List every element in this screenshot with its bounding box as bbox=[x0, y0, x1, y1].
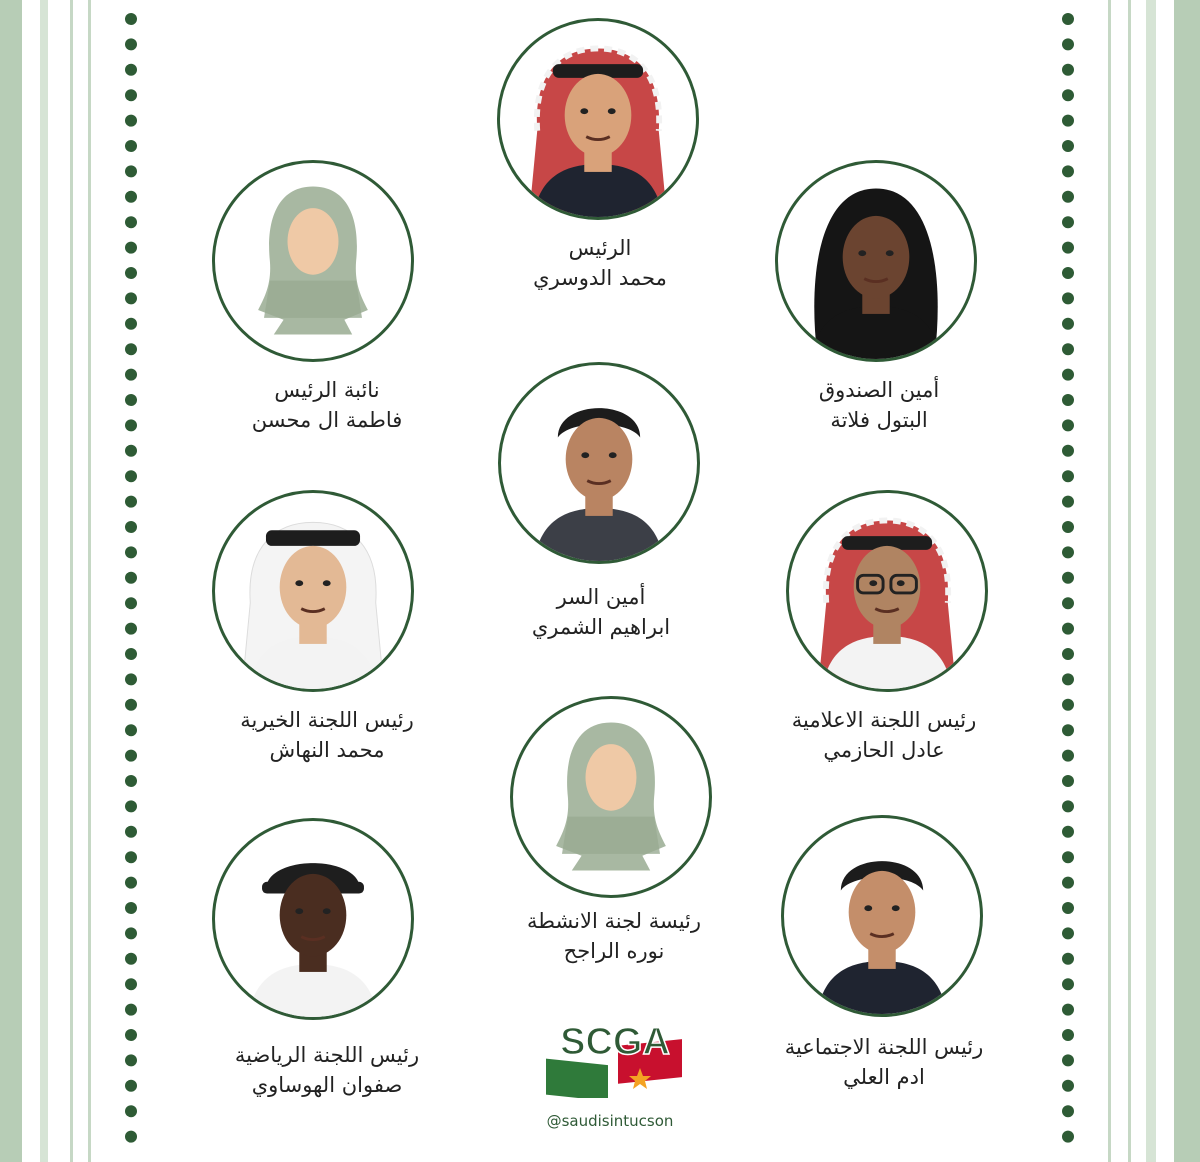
media-committee-photo bbox=[786, 490, 988, 692]
decorative-dot bbox=[1062, 13, 1074, 25]
decorative-dot bbox=[1062, 115, 1074, 127]
decorative-dot bbox=[1062, 318, 1074, 330]
decorative-dot bbox=[125, 521, 137, 533]
decorative-dot bbox=[125, 826, 137, 838]
decorative-dot bbox=[125, 89, 137, 101]
decorative-dot bbox=[125, 953, 137, 965]
decorative-dot bbox=[125, 648, 137, 660]
decorative-dot bbox=[1062, 623, 1074, 635]
decorative-dot bbox=[125, 470, 137, 482]
decorative-dot bbox=[1062, 597, 1074, 609]
decorative-dot bbox=[125, 419, 137, 431]
member-card-secretary bbox=[498, 362, 718, 692]
decorative-dot bbox=[1062, 369, 1074, 381]
decorative-dot bbox=[1062, 496, 1074, 508]
decorative-dot bbox=[1062, 673, 1074, 685]
member-name: نوره الراجح bbox=[563, 939, 665, 963]
decorative-dot bbox=[125, 546, 137, 558]
decorative-dot bbox=[1062, 877, 1074, 889]
decorative-dot bbox=[1062, 216, 1074, 228]
treasurer-photo bbox=[775, 160, 977, 362]
decorative-dot bbox=[125, 13, 137, 25]
decorative-dot bbox=[125, 216, 137, 228]
decorative-dot bbox=[125, 64, 137, 76]
decorative-dot bbox=[125, 775, 137, 787]
decorative-dot bbox=[125, 902, 137, 914]
member-name: محمد الدوسري bbox=[533, 266, 667, 290]
man-casual-photo bbox=[501, 365, 697, 561]
left-frame-line bbox=[88, 0, 91, 1162]
decorative-dot bbox=[1062, 419, 1074, 431]
decorative-dot bbox=[125, 724, 137, 736]
decorative-dot bbox=[125, 394, 137, 406]
decorative-dot bbox=[1062, 191, 1074, 203]
scga-logo bbox=[540, 1018, 690, 1098]
hijab-placeholder-icon bbox=[215, 163, 411, 359]
decorative-dot bbox=[1062, 445, 1074, 457]
decorative-dot bbox=[1062, 1131, 1074, 1143]
right-dot-column bbox=[1061, 12, 1075, 1152]
saudi-flag-graphic bbox=[546, 1059, 608, 1098]
member-role: الرئيس bbox=[568, 236, 632, 260]
member-role: أمين الصندوق bbox=[818, 378, 940, 402]
decorative-dot bbox=[1062, 470, 1074, 482]
member-name: عادل الحازمي bbox=[823, 738, 945, 762]
decorative-dot bbox=[125, 699, 137, 711]
decorative-dot bbox=[125, 750, 137, 762]
charity-committee-photo bbox=[212, 490, 414, 692]
member-card-president bbox=[497, 18, 717, 348]
decorative-dot bbox=[125, 318, 137, 330]
member-name: صفوان الهوساوي bbox=[251, 1073, 403, 1097]
decorative-dot bbox=[1062, 64, 1074, 76]
decorative-dot bbox=[1062, 546, 1074, 558]
decorative-dot bbox=[1062, 1029, 1074, 1041]
decorative-dot bbox=[125, 292, 137, 304]
social-committee-photo bbox=[781, 815, 983, 1017]
decorative-dot bbox=[125, 191, 137, 203]
member-role: نائبة الرئيس bbox=[274, 378, 380, 402]
decorative-dot bbox=[125, 38, 137, 50]
decorative-dot bbox=[125, 1004, 137, 1016]
left-frame-line bbox=[70, 0, 73, 1162]
man-white-ghutra-photo bbox=[215, 493, 411, 689]
decorative-dot bbox=[125, 165, 137, 177]
decorative-dot bbox=[125, 851, 137, 863]
decorative-dot bbox=[1062, 165, 1074, 177]
decorative-dot bbox=[125, 343, 137, 355]
decorative-dot bbox=[1062, 267, 1074, 279]
decorative-dot bbox=[1062, 89, 1074, 101]
decorative-dot bbox=[125, 800, 137, 812]
decorative-dot bbox=[125, 1131, 137, 1143]
decorative-dot bbox=[125, 242, 137, 254]
member-role: رئيس اللجنة الخيرية bbox=[240, 708, 414, 732]
decorative-dot bbox=[1062, 1080, 1074, 1092]
decorative-dot bbox=[125, 1029, 137, 1041]
member-name: ادم العلي bbox=[843, 1065, 925, 1089]
member-role: رئيس اللجنة الاعلامية bbox=[791, 708, 977, 732]
logo-text: SCGA bbox=[560, 1021, 670, 1063]
decorative-dot bbox=[1062, 800, 1074, 812]
member-role: رئيسة لجنة الانشطة bbox=[526, 909, 702, 933]
right-frame-strip-light bbox=[1146, 0, 1156, 1162]
decorative-dot bbox=[125, 597, 137, 609]
decorative-dot bbox=[125, 1105, 137, 1117]
man-cap-photo bbox=[215, 821, 411, 1017]
member-card-charity-committee bbox=[212, 490, 432, 820]
decorative-dot bbox=[125, 140, 137, 152]
decorative-dot bbox=[1062, 927, 1074, 939]
decorative-dot bbox=[125, 1054, 137, 1066]
right-frame-line bbox=[1108, 0, 1111, 1162]
decorative-dot bbox=[125, 927, 137, 939]
social-handle: @saudisintucson bbox=[546, 1112, 674, 1130]
decorative-dot bbox=[1062, 750, 1074, 762]
member-card-treasurer bbox=[775, 160, 995, 490]
decorative-dot bbox=[1062, 1004, 1074, 1016]
decorative-dot bbox=[1062, 648, 1074, 660]
member-card-vice-president bbox=[212, 160, 432, 490]
decorative-dot bbox=[125, 369, 137, 381]
decorative-dot bbox=[125, 115, 137, 127]
decorative-dot bbox=[1062, 851, 1074, 863]
member-card-social-committee bbox=[781, 815, 1001, 1145]
man-polo-photo bbox=[784, 818, 980, 1014]
member-role: رئيس اللجنة الاجتماعية bbox=[784, 1035, 984, 1059]
decorative-dot bbox=[1062, 343, 1074, 355]
decorative-dot bbox=[1062, 38, 1074, 50]
decorative-dot bbox=[125, 445, 137, 457]
secretary-photo bbox=[498, 362, 700, 564]
decorative-dot bbox=[1062, 1105, 1074, 1117]
member-card-sports-committee bbox=[212, 818, 432, 1148]
man-ghutra-photo bbox=[500, 21, 696, 217]
decorative-dot bbox=[1062, 242, 1074, 254]
member-name: البتول فلاتة bbox=[830, 408, 928, 432]
decorative-dot bbox=[1062, 140, 1074, 152]
decorative-dot bbox=[125, 496, 137, 508]
president-photo bbox=[497, 18, 699, 220]
right-frame-strip bbox=[1174, 0, 1200, 1162]
decorative-dot bbox=[125, 623, 137, 635]
member-role: رئيس اللجنة الرياضية bbox=[234, 1043, 420, 1067]
member-name: فاطمة ال محسن bbox=[251, 408, 403, 432]
man-ghutra-glasses-photo bbox=[789, 493, 985, 689]
decorative-dot bbox=[125, 978, 137, 990]
decorative-dot bbox=[1062, 953, 1074, 965]
decorative-dot bbox=[1062, 572, 1074, 584]
left-frame-strip-light bbox=[40, 0, 48, 1162]
decorative-dot bbox=[125, 267, 137, 279]
member-card-activities-committee bbox=[510, 696, 730, 1026]
member-role: أمين السر bbox=[556, 585, 646, 609]
decorative-dot bbox=[1062, 521, 1074, 533]
left-dot-column bbox=[124, 12, 138, 1152]
decorative-dot bbox=[125, 877, 137, 889]
sports-committee-photo bbox=[212, 818, 414, 1020]
member-name: محمد النهاش bbox=[269, 738, 385, 762]
decorative-dot bbox=[1062, 394, 1074, 406]
decorative-dot bbox=[1062, 902, 1074, 914]
decorative-dot bbox=[1062, 978, 1074, 990]
decorative-dot bbox=[1062, 699, 1074, 711]
hijab-placeholder-icon bbox=[513, 699, 709, 895]
decorative-dot bbox=[1062, 292, 1074, 304]
woman-hijab-photo bbox=[778, 163, 974, 359]
decorative-dot bbox=[1062, 724, 1074, 736]
activities-committee-photo bbox=[510, 696, 712, 898]
left-frame-strip bbox=[0, 0, 22, 1162]
decorative-dot bbox=[1062, 1054, 1074, 1066]
decorative-dot bbox=[125, 1080, 137, 1092]
decorative-dot bbox=[125, 572, 137, 584]
decorative-dot bbox=[125, 673, 137, 685]
member-card-media-committee bbox=[786, 490, 1006, 820]
vice-president-photo bbox=[212, 160, 414, 362]
right-frame-line bbox=[1128, 0, 1131, 1162]
member-name: ابراهيم الشمري bbox=[531, 615, 671, 639]
decorative-dot bbox=[1062, 826, 1074, 838]
decorative-dot bbox=[1062, 775, 1074, 787]
